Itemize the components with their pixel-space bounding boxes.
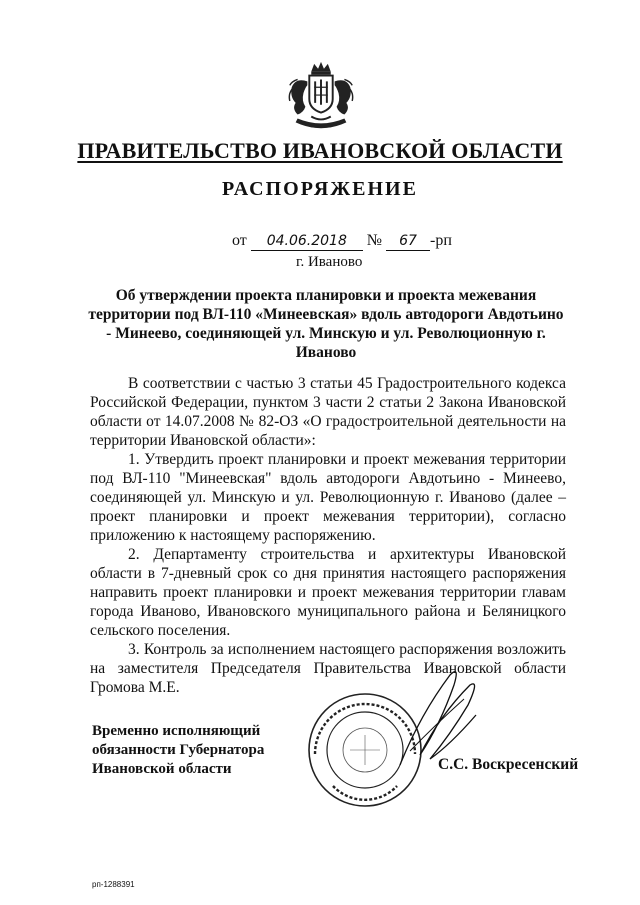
body-paragraph: 2. Департаменту строительства и архитектуры Ивановской области в 7-дневный срок со дня принятия настоящего распоряжения направить проект планировки и проект межевания территории главам города Иваново, Ивановского муниципального района и Беляницкого сельского поселения. bbox=[90, 546, 566, 639]
signatory-name: С.С. Воскресенский bbox=[438, 756, 579, 773]
signatory-position: Временно исполняющий обязанности Губернатора Ивановской области bbox=[92, 723, 265, 777]
date-number-line bbox=[232, 232, 452, 251]
body-paragraph: В соответствии с частью 3 статьи 45 Градостроительного кодекса Российской Федерации, пунктом 3 части 2 статьи 2 Закона Ивановской области от 14.07.2008 № 82-ОЗ «О градостроительной деятельности на территории Ивановской области»: bbox=[90, 375, 566, 449]
body-paragraph: 3. Контроль за исполнением настоящего распоряжения возложить на заместителя Председателя Правительства Ивановской области Громова М.Е. bbox=[90, 641, 566, 696]
number-suffix: -рп bbox=[430, 232, 452, 249]
document-body bbox=[90, 374, 566, 697]
government-title bbox=[0, 138, 640, 164]
document-type: РАСПОРЯЖЕНИЕ bbox=[222, 178, 418, 200]
city: г. Иваново bbox=[296, 254, 363, 270]
date-prefix: от bbox=[232, 232, 247, 249]
document-date: 04.06.2018 bbox=[251, 232, 363, 251]
document-subject: Об утверждении проекта планировки и проекта межевания территории под ВЛ-110 «Минеевская» вдоль автодороги Авдотьино - Минеево, соединяющей ул. Минскую и ул. Революционную г. Иваново bbox=[88, 287, 564, 361]
coat-of-arms-icon bbox=[282, 58, 360, 136]
government-name: ПРАВИТЕЛЬСТВО ИВАНОВСКОЙ ОБЛАСТИ bbox=[77, 138, 563, 163]
registration-number: рп-1288391 bbox=[92, 880, 135, 889]
body-paragraph: 1. Утвердить проект планировки и проект межевания территории под ВЛ-110 "Минеевская" вдоль автодороги Авдотьино - Минеево, соединяющей ул. Минскую и ул. Революционную г. Иваново (далее – проект планировки и проект межевания территории), согласно приложению к настоящему распоряжению. bbox=[90, 451, 566, 544]
document-number: 67 bbox=[386, 232, 430, 251]
number-sign: № bbox=[366, 232, 383, 249]
